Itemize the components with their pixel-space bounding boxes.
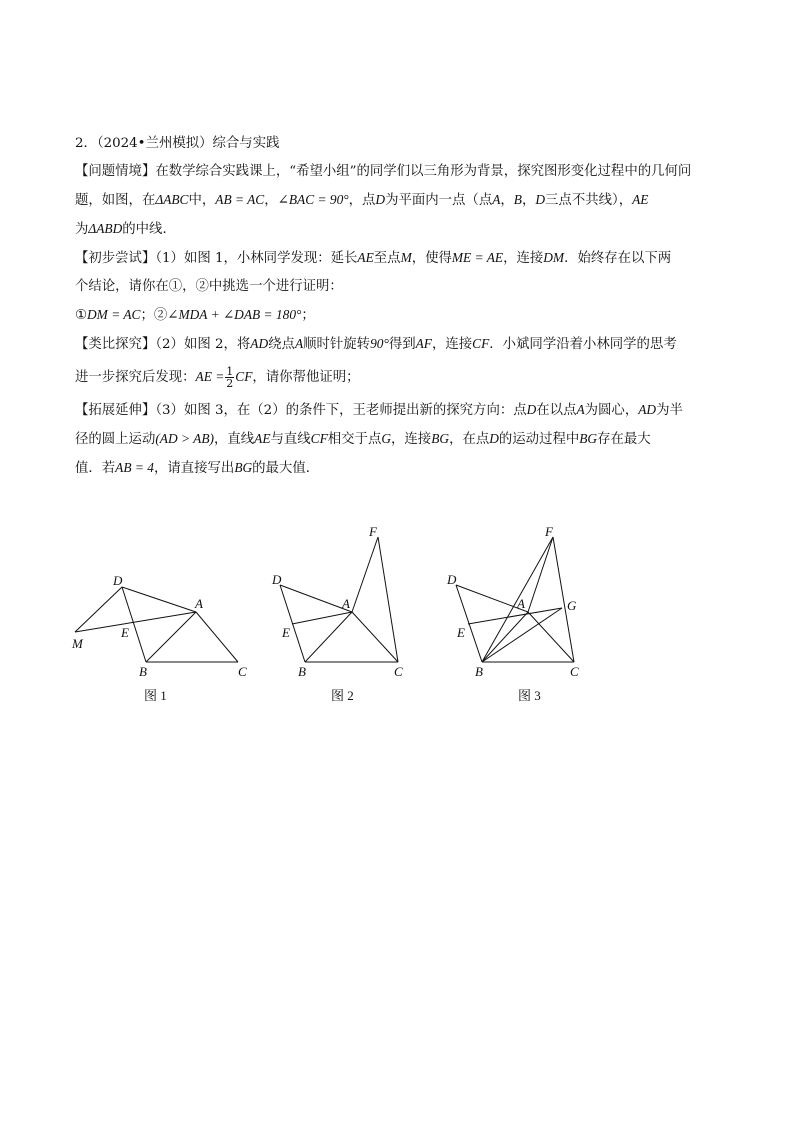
text: 题，如图，在: [75, 193, 156, 208]
figure-1-caption: 图 1: [144, 688, 167, 703]
intro-line-3: [75, 215, 725, 244]
math-expr: B: [513, 192, 522, 207]
intro-line-1: [75, 158, 725, 186]
math-expr: A: [576, 402, 585, 417]
segment-eg: [468, 608, 562, 624]
text: 为平面内一点（点: [385, 193, 493, 208]
point-label-c: C: [394, 664, 403, 679]
fraction-denominator: 2: [226, 377, 234, 390]
math-expr: CF: [310, 431, 328, 446]
point-label-e: E: [282, 625, 290, 640]
math-expr: D: [489, 431, 499, 446]
part2-line-1: [75, 330, 725, 359]
math-expr: CF: [472, 336, 490, 351]
text: 为半: [656, 403, 683, 418]
math-expr: AB = AC: [215, 192, 265, 207]
segment-af: [352, 537, 378, 612]
problem-text: [75, 130, 725, 483]
text: 【类比探究】（2）如图 2，将: [75, 337, 251, 352]
geometry-figures: [0, 520, 794, 710]
figure-1-diagram: [75, 587, 238, 662]
math-expr: AE: [632, 192, 649, 207]
math-expr: AE: [254, 431, 271, 446]
text: 相交于点: [327, 432, 382, 447]
point-label-d: D: [272, 572, 282, 587]
text: ．小斌同学沿着小林同学的思考: [489, 337, 677, 352]
math-expr: ∠MDA + ∠DAB = 180°: [167, 307, 302, 322]
math-expr: ∠BAC = 90°: [277, 192, 349, 207]
point-label-d: D: [113, 573, 123, 588]
figure-3-diagram: [456, 537, 574, 662]
text: 的最大值．: [252, 461, 320, 476]
text: 顺时针旋转: [303, 337, 371, 352]
text: 【拓展延伸】（3）如图 3，在（2）的条件下，王老师提出新的探究方向：点: [75, 403, 527, 418]
math-expr: AE: [357, 250, 374, 265]
math-expr: ΔABC: [155, 192, 189, 207]
text: 存在最大: [597, 432, 651, 447]
fraction: [225, 366, 234, 389]
text: 值．若: [75, 461, 116, 476]
problem-header: [75, 130, 725, 158]
text: ，连接: [391, 432, 432, 447]
text: ，直线: [213, 432, 255, 447]
figures-row: [0, 520, 794, 710]
point-label-b: B: [475, 664, 483, 679]
math-expr: DM: [543, 250, 565, 265]
point-label-m: M: [72, 636, 83, 651]
math-expr: D: [375, 192, 386, 207]
problem-number-source: 2．（2024•兰州模拟）综合与实践: [75, 136, 280, 151]
text: ，: [521, 193, 536, 208]
part2-line-2: [75, 359, 725, 396]
text: ，连接: [431, 337, 473, 352]
math-expr: D: [535, 192, 546, 207]
text: ①: [75, 308, 88, 323]
text: ，: [500, 193, 514, 208]
intro-text: 【问题情境】在数学综合实践课上，“希望小组”的同学们以三角形为背景，探究图形变化过程中的几何问: [75, 164, 692, 179]
math-expr: AD: [250, 336, 269, 351]
part1-line-1: [75, 244, 725, 273]
point-label-d: D: [447, 572, 457, 587]
point-label-b: B: [298, 664, 306, 679]
text: ；②: [140, 308, 168, 323]
math-expr: BG: [431, 431, 450, 446]
point-label-g: G: [567, 598, 577, 613]
math-expr: AB = 4: [115, 460, 154, 475]
text: 的运动过程中: [498, 432, 580, 447]
math-expr: 90°: [370, 336, 389, 351]
math-expr: (AD > AB): [155, 431, 214, 446]
part1-line-2: [75, 273, 725, 301]
math-expr: M: [400, 250, 412, 265]
point-label-f: F: [369, 524, 377, 539]
intro-line-2: [75, 186, 725, 215]
math-expr: BG: [234, 460, 253, 475]
text: 中，: [188, 193, 216, 208]
text: 三点不共线），: [545, 193, 633, 208]
text: 进一步探究后发现：: [75, 370, 196, 385]
text: 为圆心，: [584, 403, 639, 418]
math-expr: ME = AE: [451, 250, 504, 265]
point-label-c: C: [238, 664, 247, 679]
point-label-a: A: [342, 596, 350, 611]
figure-3-caption: 图 3: [518, 688, 541, 703]
fraction-numerator: 1: [226, 365, 234, 378]
point-label-f: F: [545, 524, 553, 539]
math-expr: G: [381, 431, 392, 446]
text: ，点: [348, 193, 376, 208]
segment-ac: [196, 612, 238, 662]
text: ，在点: [449, 432, 490, 447]
part3-line-3: [75, 454, 725, 483]
point-label-a: A: [195, 596, 203, 611]
math-expr: AD: [638, 402, 657, 417]
math-expr: BG: [579, 431, 598, 446]
text: ，请你帮他证明；: [252, 370, 360, 385]
point-label-b: B: [139, 664, 147, 679]
text: 与直线: [270, 432, 311, 447]
text: 【初步尝试】（1）如图 1，小林同学发现：延长: [75, 251, 358, 266]
text: 至点: [373, 251, 401, 266]
text: 为: [75, 222, 89, 237]
text: ，连接: [503, 251, 544, 266]
text: ，: [264, 193, 278, 208]
text: 径的圆上运动: [75, 432, 156, 447]
math-expr: A: [294, 336, 304, 351]
text: ；: [301, 308, 315, 323]
text: 绕点: [268, 337, 295, 352]
point-label-c: C: [570, 664, 579, 679]
math-expr: CF: [235, 369, 253, 384]
part1-line-3: [75, 301, 725, 330]
text: 在以点: [536, 403, 577, 418]
text: ，请直接写出: [153, 461, 235, 476]
text: ，使得: [411, 251, 452, 266]
text: ．始终存在以下两: [564, 251, 672, 266]
point-label-e: E: [121, 625, 129, 640]
point-label-e: E: [457, 625, 465, 640]
point-label-a: A: [517, 596, 525, 611]
math-expr: DM = AC: [87, 307, 141, 322]
math-expr: D: [526, 402, 537, 417]
figure-2-diagram: [280, 537, 398, 662]
figure-2-caption: 图 2: [331, 688, 354, 703]
text: 的中线．: [122, 222, 176, 237]
text: 个结论，请你在①，②中挑选一个进行证明：: [75, 279, 343, 294]
segment-bg: [482, 608, 562, 662]
math-expr: A: [492, 192, 501, 207]
math-expr: AF: [415, 336, 432, 351]
text: 得到: [388, 337, 416, 352]
segment-da: [122, 587, 196, 612]
math-expr: ΔABD: [88, 221, 123, 236]
math-expr: AE =: [195, 369, 225, 384]
part3-line-2: [75, 425, 725, 454]
part3-line-1: [75, 396, 725, 425]
segment-ba: [482, 612, 528, 662]
